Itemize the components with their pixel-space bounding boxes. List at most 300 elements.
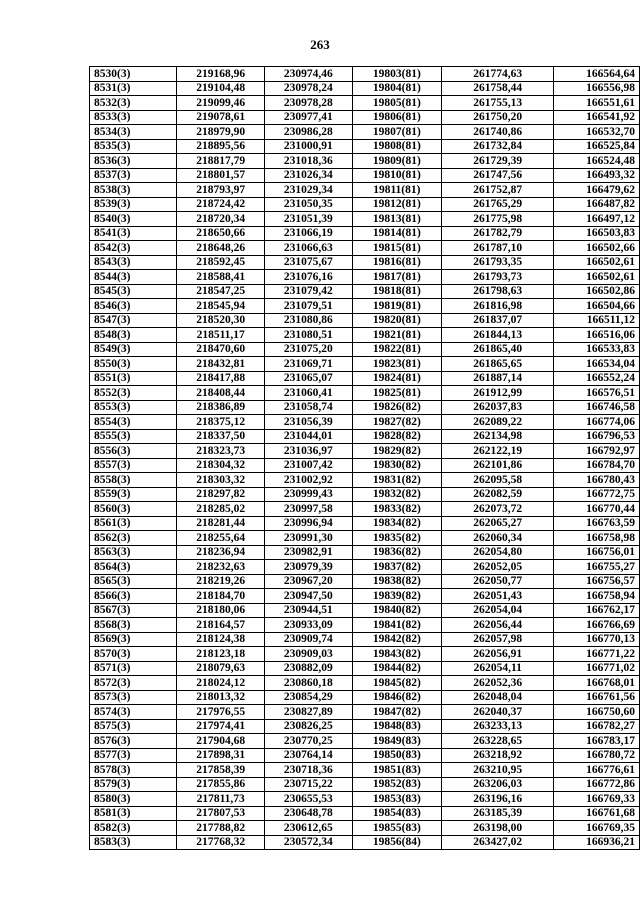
y-coordinate-cell: 166552,24 bbox=[554, 371, 640, 386]
y-coordinate-cell: 230909,03 bbox=[264, 647, 352, 662]
x-coordinate-cell: 218720,34 bbox=[177, 212, 265, 227]
point-id-cell: 19824(81) bbox=[352, 371, 442, 386]
x-coordinate-cell: 262040,37 bbox=[442, 705, 554, 720]
y-coordinate-cell: 166487,82 bbox=[554, 197, 640, 212]
table-row bbox=[90, 284, 640, 299]
y-coordinate-cell: 166533,83 bbox=[554, 342, 640, 357]
y-coordinate-cell: 230827,89 bbox=[264, 705, 352, 720]
y-coordinate-cell: 166502,61 bbox=[554, 270, 640, 285]
y-coordinate-cell: 231066,19 bbox=[264, 226, 352, 241]
x-coordinate-cell: 261758,44 bbox=[442, 81, 554, 96]
x-coordinate-cell: 218303,32 bbox=[177, 473, 265, 488]
point-id-cell: 8564(3) bbox=[90, 560, 177, 575]
point-id-cell: 8561(3) bbox=[90, 516, 177, 531]
y-coordinate-cell: 230648,78 bbox=[264, 806, 352, 821]
y-coordinate-cell: 166761,56 bbox=[554, 690, 640, 705]
x-coordinate-cell: 217788,82 bbox=[177, 821, 265, 836]
point-id-cell: 8550(3) bbox=[90, 357, 177, 372]
x-coordinate-cell: 261865,65 bbox=[442, 357, 554, 372]
x-coordinate-cell: 262056,44 bbox=[442, 618, 554, 633]
point-id-cell: 19821(81) bbox=[352, 328, 442, 343]
table-row bbox=[90, 371, 640, 386]
point-id-cell: 8562(3) bbox=[90, 531, 177, 546]
point-id-cell: 19823(81) bbox=[352, 357, 442, 372]
point-id-cell: 8545(3) bbox=[90, 284, 177, 299]
page-number: 263 bbox=[310, 37, 330, 52]
x-coordinate-cell: 218793,97 bbox=[177, 183, 265, 198]
y-coordinate-cell: 231058,74 bbox=[264, 400, 352, 415]
point-id-cell: 19839(82) bbox=[352, 589, 442, 604]
y-coordinate-cell: 231079,51 bbox=[264, 299, 352, 314]
x-coordinate-cell: 218164,57 bbox=[177, 618, 265, 633]
point-id-cell: 8549(3) bbox=[90, 342, 177, 357]
point-id-cell: 19834(82) bbox=[352, 516, 442, 531]
point-id-cell: 19846(82) bbox=[352, 690, 442, 705]
point-id-cell: 19833(82) bbox=[352, 502, 442, 517]
point-id-cell: 8554(3) bbox=[90, 415, 177, 430]
x-coordinate-cell: 218801,57 bbox=[177, 168, 265, 183]
point-id-cell: 8578(3) bbox=[90, 763, 177, 778]
point-id-cell: 19848(83) bbox=[352, 719, 442, 734]
x-coordinate-cell: 262054,11 bbox=[442, 661, 554, 676]
x-coordinate-cell: 261732,84 bbox=[442, 139, 554, 154]
x-coordinate-cell: 262089,22 bbox=[442, 415, 554, 430]
point-id-cell: 19810(81) bbox=[352, 168, 442, 183]
point-id-cell: 19826(82) bbox=[352, 400, 442, 415]
x-coordinate-cell: 262037,83 bbox=[442, 400, 554, 415]
point-id-cell: 19813(81) bbox=[352, 212, 442, 227]
y-coordinate-cell: 230999,43 bbox=[264, 487, 352, 502]
point-id-cell: 19803(81) bbox=[352, 67, 442, 82]
table-row bbox=[90, 154, 640, 169]
point-id-cell: 19844(82) bbox=[352, 661, 442, 676]
y-coordinate-cell: 166576,51 bbox=[554, 386, 640, 401]
point-id-cell: 8569(3) bbox=[90, 632, 177, 647]
x-coordinate-cell: 261787,10 bbox=[442, 241, 554, 256]
y-coordinate-cell: 230612,65 bbox=[264, 821, 352, 836]
y-coordinate-cell: 230997,58 bbox=[264, 502, 352, 517]
point-id-cell: 19835(82) bbox=[352, 531, 442, 546]
x-coordinate-cell: 218124,38 bbox=[177, 632, 265, 647]
table-row bbox=[90, 516, 640, 531]
y-coordinate-cell: 166503,83 bbox=[554, 226, 640, 241]
y-coordinate-cell: 231065,07 bbox=[264, 371, 352, 386]
y-coordinate-cell: 166511,12 bbox=[554, 313, 640, 328]
table-row bbox=[90, 763, 640, 778]
x-coordinate-cell: 262073,72 bbox=[442, 502, 554, 517]
point-id-cell: 8540(3) bbox=[90, 212, 177, 227]
point-id-cell: 19854(83) bbox=[352, 806, 442, 821]
point-id-cell: 8530(3) bbox=[90, 67, 177, 82]
x-coordinate-cell: 261765,29 bbox=[442, 197, 554, 212]
point-id-cell: 19809(81) bbox=[352, 154, 442, 169]
x-coordinate-cell: 263228,65 bbox=[442, 734, 554, 749]
table-row bbox=[90, 487, 640, 502]
point-id-cell: 19817(81) bbox=[352, 270, 442, 285]
table-row bbox=[90, 197, 640, 212]
y-coordinate-cell: 166772,86 bbox=[554, 777, 640, 792]
y-coordinate-cell: 166783,17 bbox=[554, 734, 640, 749]
point-id-cell: 8556(3) bbox=[90, 444, 177, 459]
point-id-cell: 8547(3) bbox=[90, 313, 177, 328]
y-coordinate-cell: 231056,39 bbox=[264, 415, 352, 430]
x-coordinate-cell: 263206,03 bbox=[442, 777, 554, 792]
x-coordinate-cell: 217858,39 bbox=[177, 763, 265, 778]
y-coordinate-cell: 230978,24 bbox=[264, 81, 352, 96]
table-row bbox=[90, 589, 640, 604]
point-id-cell: 8565(3) bbox=[90, 574, 177, 589]
y-coordinate-cell: 231051,39 bbox=[264, 212, 352, 227]
x-coordinate-cell: 219078,61 bbox=[177, 110, 265, 125]
point-id-cell: 19852(83) bbox=[352, 777, 442, 792]
table-row bbox=[90, 241, 640, 256]
y-coordinate-cell: 166771,22 bbox=[554, 647, 640, 662]
point-id-cell: 8544(3) bbox=[90, 270, 177, 285]
y-coordinate-cell: 166796,53 bbox=[554, 429, 640, 444]
x-coordinate-cell: 217974,41 bbox=[177, 719, 265, 734]
y-coordinate-cell: 230986,28 bbox=[264, 125, 352, 140]
point-id-cell: 8566(3) bbox=[90, 589, 177, 604]
x-coordinate-cell: 218817,79 bbox=[177, 154, 265, 169]
y-coordinate-cell: 166768,01 bbox=[554, 676, 640, 691]
x-coordinate-cell: 218417,88 bbox=[177, 371, 265, 386]
y-coordinate-cell: 166769,33 bbox=[554, 792, 640, 807]
x-coordinate-cell: 261755,13 bbox=[442, 96, 554, 111]
x-coordinate-cell: 218013,32 bbox=[177, 690, 265, 705]
x-coordinate-cell: 218219,26 bbox=[177, 574, 265, 589]
table-row bbox=[90, 458, 640, 473]
table-row bbox=[90, 777, 640, 792]
point-id-cell: 8582(3) bbox=[90, 821, 177, 836]
x-coordinate-cell: 218375,12 bbox=[177, 415, 265, 430]
point-id-cell: 19812(81) bbox=[352, 197, 442, 212]
y-coordinate-cell: 230979,39 bbox=[264, 560, 352, 575]
x-coordinate-cell: 262052,05 bbox=[442, 560, 554, 575]
y-coordinate-cell: 166769,35 bbox=[554, 821, 640, 836]
x-coordinate-cell: 218236,94 bbox=[177, 545, 265, 560]
table-row bbox=[90, 357, 640, 372]
y-coordinate-cell: 166525,84 bbox=[554, 139, 640, 154]
x-coordinate-cell: 262054,80 bbox=[442, 545, 554, 560]
y-coordinate-cell: 231050,35 bbox=[264, 197, 352, 212]
y-coordinate-cell: 166762,17 bbox=[554, 603, 640, 618]
y-coordinate-cell: 230770,25 bbox=[264, 734, 352, 749]
y-coordinate-cell: 166493,32 bbox=[554, 168, 640, 183]
x-coordinate-cell: 262122,19 bbox=[442, 444, 554, 459]
x-coordinate-cell: 261865,40 bbox=[442, 342, 554, 357]
x-coordinate-cell: 218408,44 bbox=[177, 386, 265, 401]
table-row bbox=[90, 719, 640, 734]
point-id-cell: 8575(3) bbox=[90, 719, 177, 734]
point-id-cell: 19811(81) bbox=[352, 183, 442, 198]
point-id-cell: 19819(81) bbox=[352, 299, 442, 314]
x-coordinate-cell: 263198,00 bbox=[442, 821, 554, 836]
y-coordinate-cell: 231026,34 bbox=[264, 168, 352, 183]
x-coordinate-cell: 218724,42 bbox=[177, 197, 265, 212]
table-row bbox=[90, 255, 640, 270]
point-id-cell: 8570(3) bbox=[90, 647, 177, 662]
x-coordinate-cell: 261752,87 bbox=[442, 183, 554, 198]
y-coordinate-cell: 231075,67 bbox=[264, 255, 352, 270]
table-row bbox=[90, 473, 640, 488]
point-id-cell: 19841(82) bbox=[352, 618, 442, 633]
y-coordinate-cell: 230978,28 bbox=[264, 96, 352, 111]
table-row bbox=[90, 415, 640, 430]
x-coordinate-cell: 217898,31 bbox=[177, 748, 265, 763]
y-coordinate-cell: 166479,62 bbox=[554, 183, 640, 198]
y-coordinate-cell: 230982,91 bbox=[264, 545, 352, 560]
x-coordinate-cell: 262054,04 bbox=[442, 603, 554, 618]
x-coordinate-cell: 218255,64 bbox=[177, 531, 265, 546]
y-coordinate-cell: 230933,09 bbox=[264, 618, 352, 633]
y-coordinate-cell: 230718,36 bbox=[264, 763, 352, 778]
table-row bbox=[90, 734, 640, 749]
y-coordinate-cell: 230572,34 bbox=[264, 835, 352, 850]
y-coordinate-cell: 231069,71 bbox=[264, 357, 352, 372]
x-coordinate-cell: 261816,98 bbox=[442, 299, 554, 314]
table-row bbox=[90, 632, 640, 647]
x-coordinate-cell: 262056,91 bbox=[442, 647, 554, 662]
point-id-cell: 8581(3) bbox=[90, 806, 177, 821]
y-coordinate-cell: 166502,61 bbox=[554, 255, 640, 270]
x-coordinate-cell: 261747,56 bbox=[442, 168, 554, 183]
y-coordinate-cell: 166792,97 bbox=[554, 444, 640, 459]
y-coordinate-cell: 231080,51 bbox=[264, 328, 352, 343]
point-id-cell: 19827(82) bbox=[352, 415, 442, 430]
point-id-cell: 8532(3) bbox=[90, 96, 177, 111]
x-coordinate-cell: 219168,96 bbox=[177, 67, 265, 82]
x-coordinate-cell: 218545,94 bbox=[177, 299, 265, 314]
point-id-cell: 8572(3) bbox=[90, 676, 177, 691]
y-coordinate-cell: 230826,25 bbox=[264, 719, 352, 734]
point-id-cell: 19820(81) bbox=[352, 313, 442, 328]
table-row bbox=[90, 313, 640, 328]
table-row bbox=[90, 67, 640, 82]
y-coordinate-cell: 231076,16 bbox=[264, 270, 352, 285]
x-coordinate-cell: 217904,68 bbox=[177, 734, 265, 749]
x-coordinate-cell: 218650,66 bbox=[177, 226, 265, 241]
x-coordinate-cell: 261887,14 bbox=[442, 371, 554, 386]
table-row bbox=[90, 545, 640, 560]
coordinates-table bbox=[89, 66, 640, 850]
y-coordinate-cell: 166532,70 bbox=[554, 125, 640, 140]
table-row bbox=[90, 821, 640, 836]
table-row bbox=[90, 560, 640, 575]
table-row bbox=[90, 444, 640, 459]
x-coordinate-cell: 218520,30 bbox=[177, 313, 265, 328]
y-coordinate-cell: 230909,74 bbox=[264, 632, 352, 647]
y-coordinate-cell: 231079,42 bbox=[264, 284, 352, 299]
x-coordinate-cell: 218470,60 bbox=[177, 342, 265, 357]
y-coordinate-cell: 166756,01 bbox=[554, 545, 640, 560]
point-id-cell: 19847(82) bbox=[352, 705, 442, 720]
x-coordinate-cell: 261798,63 bbox=[442, 284, 554, 299]
y-coordinate-cell: 166755,27 bbox=[554, 560, 640, 575]
point-id-cell: 8577(3) bbox=[90, 748, 177, 763]
y-coordinate-cell: 231036,97 bbox=[264, 444, 352, 459]
x-coordinate-cell: 261912,99 bbox=[442, 386, 554, 401]
point-id-cell: 19849(83) bbox=[352, 734, 442, 749]
x-coordinate-cell: 262052,36 bbox=[442, 676, 554, 691]
y-coordinate-cell: 166502,86 bbox=[554, 284, 640, 299]
point-id-cell: 8571(3) bbox=[90, 661, 177, 676]
x-coordinate-cell: 218432,81 bbox=[177, 357, 265, 372]
table-row bbox=[90, 139, 640, 154]
x-coordinate-cell: 218079,63 bbox=[177, 661, 265, 676]
y-coordinate-cell: 166756,57 bbox=[554, 574, 640, 589]
table-row bbox=[90, 270, 640, 285]
x-coordinate-cell: 262065,27 bbox=[442, 516, 554, 531]
point-id-cell: 19851(83) bbox=[352, 763, 442, 778]
point-id-cell: 8557(3) bbox=[90, 458, 177, 473]
y-coordinate-cell: 230882,09 bbox=[264, 661, 352, 676]
point-id-cell: 8551(3) bbox=[90, 371, 177, 386]
point-id-cell: 19814(81) bbox=[352, 226, 442, 241]
x-coordinate-cell: 261750,20 bbox=[442, 110, 554, 125]
table-row bbox=[90, 618, 640, 633]
table-row bbox=[90, 806, 640, 821]
x-coordinate-cell: 263233,13 bbox=[442, 719, 554, 734]
point-id-cell: 8537(3) bbox=[90, 168, 177, 183]
y-coordinate-cell: 166936,21 bbox=[554, 835, 640, 850]
table-row bbox=[90, 299, 640, 314]
x-coordinate-cell: 218304,32 bbox=[177, 458, 265, 473]
y-coordinate-cell: 230944,51 bbox=[264, 603, 352, 618]
point-id-cell: 8583(3) bbox=[90, 835, 177, 850]
x-coordinate-cell: 218123,18 bbox=[177, 647, 265, 662]
point-id-cell: 19843(82) bbox=[352, 647, 442, 662]
x-coordinate-cell: 218024,12 bbox=[177, 676, 265, 691]
y-coordinate-cell: 166780,72 bbox=[554, 748, 640, 763]
point-id-cell: 19805(81) bbox=[352, 96, 442, 111]
x-coordinate-cell: 262050,77 bbox=[442, 574, 554, 589]
x-coordinate-cell: 261793,73 bbox=[442, 270, 554, 285]
point-id-cell: 8535(3) bbox=[90, 139, 177, 154]
point-id-cell: 19845(82) bbox=[352, 676, 442, 691]
point-id-cell: 8574(3) bbox=[90, 705, 177, 720]
point-id-cell: 19807(81) bbox=[352, 125, 442, 140]
point-id-cell: 8560(3) bbox=[90, 502, 177, 517]
point-id-cell: 8559(3) bbox=[90, 487, 177, 502]
x-coordinate-cell: 217811,73 bbox=[177, 792, 265, 807]
x-coordinate-cell: 262060,34 bbox=[442, 531, 554, 546]
table-row bbox=[90, 226, 640, 241]
table-row bbox=[90, 386, 640, 401]
table-row bbox=[90, 574, 640, 589]
point-id-cell: 19818(81) bbox=[352, 284, 442, 299]
x-coordinate-cell: 218895,56 bbox=[177, 139, 265, 154]
x-coordinate-cell: 218588,41 bbox=[177, 270, 265, 285]
table-row bbox=[90, 676, 640, 691]
y-coordinate-cell: 231075,20 bbox=[264, 342, 352, 357]
x-coordinate-cell: 263218,92 bbox=[442, 748, 554, 763]
y-coordinate-cell: 166556,98 bbox=[554, 81, 640, 96]
table-row bbox=[90, 400, 640, 415]
y-coordinate-cell: 166516,06 bbox=[554, 328, 640, 343]
point-id-cell: 8563(3) bbox=[90, 545, 177, 560]
y-coordinate-cell: 230655,53 bbox=[264, 792, 352, 807]
y-coordinate-cell: 231007,42 bbox=[264, 458, 352, 473]
point-id-cell: 19853(83) bbox=[352, 792, 442, 807]
x-coordinate-cell: 219104,48 bbox=[177, 81, 265, 96]
table-row bbox=[90, 661, 640, 676]
y-coordinate-cell: 230764,14 bbox=[264, 748, 352, 763]
y-coordinate-cell: 231018,36 bbox=[264, 154, 352, 169]
y-coordinate-cell: 231066,63 bbox=[264, 241, 352, 256]
y-coordinate-cell: 166551,61 bbox=[554, 96, 640, 111]
x-coordinate-cell: 217855,86 bbox=[177, 777, 265, 792]
y-coordinate-cell: 166534,04 bbox=[554, 357, 640, 372]
y-coordinate-cell: 230974,46 bbox=[264, 67, 352, 82]
point-id-cell: 19830(82) bbox=[352, 458, 442, 473]
point-id-cell: 8539(3) bbox=[90, 197, 177, 212]
point-id-cell: 8536(3) bbox=[90, 154, 177, 169]
x-coordinate-cell: 218281,44 bbox=[177, 516, 265, 531]
y-coordinate-cell: 166763,59 bbox=[554, 516, 640, 531]
point-id-cell: 8567(3) bbox=[90, 603, 177, 618]
x-coordinate-cell: 218386,89 bbox=[177, 400, 265, 415]
point-id-cell: 8541(3) bbox=[90, 226, 177, 241]
table-row bbox=[90, 690, 640, 705]
y-coordinate-cell: 166782,27 bbox=[554, 719, 640, 734]
x-coordinate-cell: 261837,07 bbox=[442, 313, 554, 328]
x-coordinate-cell: 263427,02 bbox=[442, 835, 554, 850]
point-id-cell: 19856(84) bbox=[352, 835, 442, 850]
point-id-cell: 19806(81) bbox=[352, 110, 442, 125]
y-coordinate-cell: 231000,91 bbox=[264, 139, 352, 154]
y-coordinate-cell: 166771,02 bbox=[554, 661, 640, 676]
x-coordinate-cell: 263210,95 bbox=[442, 763, 554, 778]
y-coordinate-cell: 231060,41 bbox=[264, 386, 352, 401]
x-coordinate-cell: 217976,55 bbox=[177, 705, 265, 720]
table-row bbox=[90, 502, 640, 517]
point-id-cell: 8531(3) bbox=[90, 81, 177, 96]
point-id-cell: 8534(3) bbox=[90, 125, 177, 140]
y-coordinate-cell: 166766,69 bbox=[554, 618, 640, 633]
point-id-cell: 8558(3) bbox=[90, 473, 177, 488]
y-coordinate-cell: 166770,13 bbox=[554, 632, 640, 647]
table-row bbox=[90, 748, 640, 763]
y-coordinate-cell: 166784,70 bbox=[554, 458, 640, 473]
x-coordinate-cell: 261775,98 bbox=[442, 212, 554, 227]
x-coordinate-cell: 261774,63 bbox=[442, 67, 554, 82]
point-id-cell: 19804(81) bbox=[352, 81, 442, 96]
y-coordinate-cell: 230860,18 bbox=[264, 676, 352, 691]
table-row bbox=[90, 110, 640, 125]
point-id-cell: 19808(81) bbox=[352, 139, 442, 154]
x-coordinate-cell: 218337,50 bbox=[177, 429, 265, 444]
x-coordinate-cell: 218648,26 bbox=[177, 241, 265, 256]
point-id-cell: 19815(81) bbox=[352, 241, 442, 256]
y-coordinate-cell: 230977,41 bbox=[264, 110, 352, 125]
point-id-cell: 19855(83) bbox=[352, 821, 442, 836]
y-coordinate-cell: 166770,44 bbox=[554, 502, 640, 517]
point-id-cell: 8568(3) bbox=[90, 618, 177, 633]
table-row bbox=[90, 168, 640, 183]
x-coordinate-cell: 263196,16 bbox=[442, 792, 554, 807]
point-id-cell: 8555(3) bbox=[90, 429, 177, 444]
x-coordinate-cell: 219099,46 bbox=[177, 96, 265, 111]
point-id-cell: 8552(3) bbox=[90, 386, 177, 401]
y-coordinate-cell: 166758,94 bbox=[554, 589, 640, 604]
y-coordinate-cell: 166524,48 bbox=[554, 154, 640, 169]
table-row bbox=[90, 429, 640, 444]
table-row bbox=[90, 212, 640, 227]
x-coordinate-cell: 218184,70 bbox=[177, 589, 265, 604]
y-coordinate-cell: 166746,58 bbox=[554, 400, 640, 415]
y-coordinate-cell: 231044,01 bbox=[264, 429, 352, 444]
x-coordinate-cell: 218547,25 bbox=[177, 284, 265, 299]
